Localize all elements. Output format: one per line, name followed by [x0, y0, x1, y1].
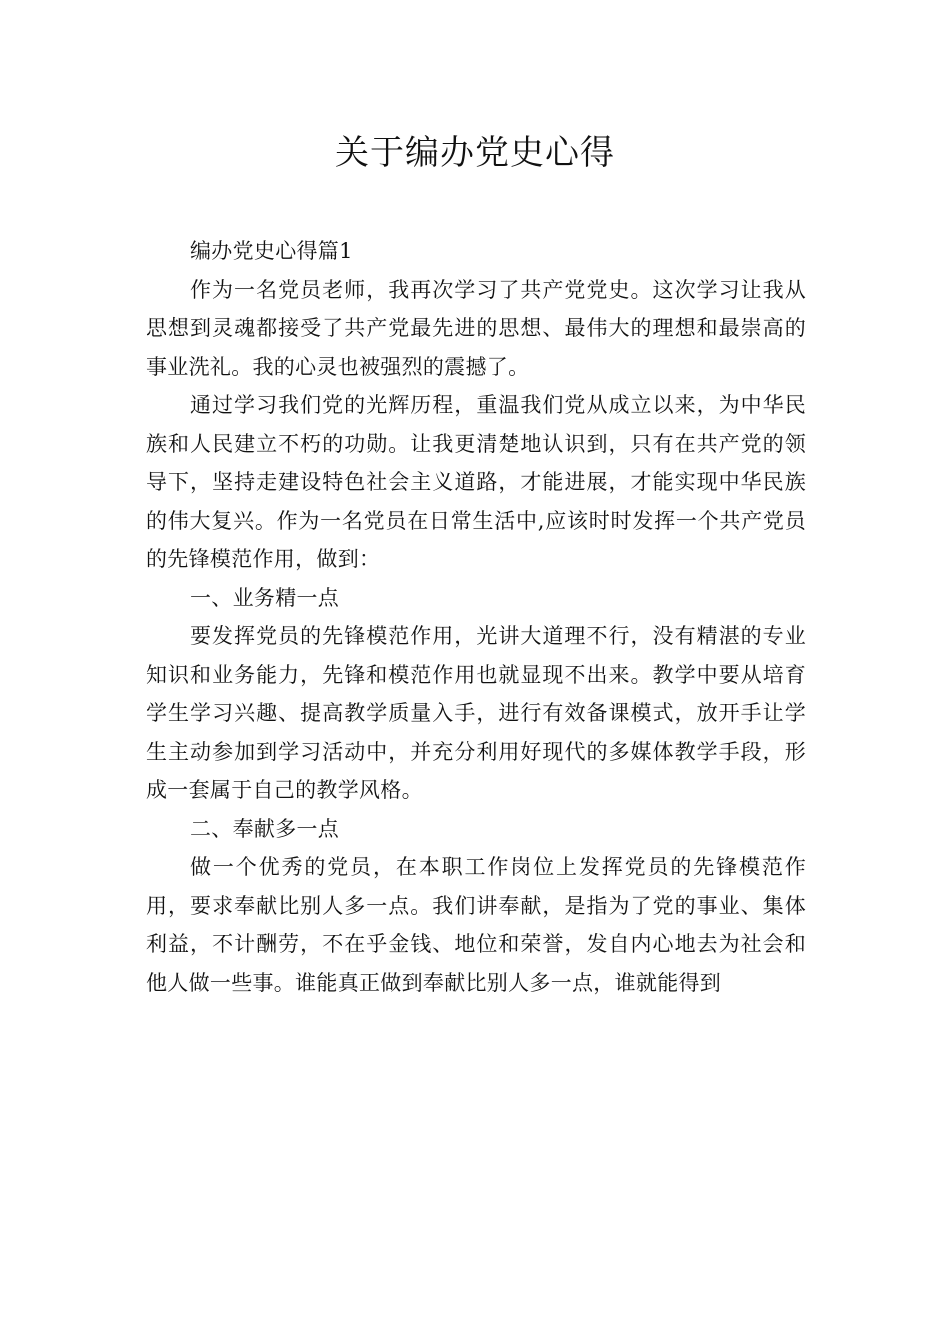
subheading: 一、业务精一点: [190, 585, 340, 610]
paragraph: 做一个优秀的党员，在本职工作岗位上发挥党员的先锋模范作用，要求奉献比别人多一点。我们讲奉献，是指为了党的事业、集体利益，不计酬劳，不在乎金钱、地位和荣誉，发自内心地去为社会和他人做一些事。谁能真正做到奉献比别人多一点，谁就能得到: [146, 855, 806, 995]
document-title: 关于编办党史心得: [335, 133, 615, 173]
paragraph: 要发挥党员的先锋模范作用，光讲大道理不行，没有精湛的专业知识和业务能力，先锋和模范作用也就显现不出来。教学中要从培育学生学习兴趣、提高教学质量入手，进行有效备课模式，放开手让学生主动参加到学习活动中，并充分利用好现代的多媒体教学手段，形成一套属于自己的教学风格。: [146, 624, 806, 802]
paragraph: 通过学习我们党的光辉历程，重温我们党从成立以来，为中华民族和人民建立不朽的功勋。让我更清楚地认识到，只有在共产党的领导下，坚持走建设特色社会主义道路，才能进展，才能实现中华民族的伟大复兴。作为一名党员在日常生活中,应该时时发挥一个共产党员的先锋模范作用，做到：: [146, 393, 806, 571]
section-heading: 编办党史心得篇1: [190, 239, 353, 263]
document-body: [146, 232, 806, 1002]
paragraph: 作为一名党员老师，我再次学习了共产党党史。这次学习让我从思想到灵魂都接受了共产党最先进的思想、最伟大的理想和最崇高的事业洗礼。我的心灵也被强烈的震撼了。: [146, 277, 806, 379]
subheading: 二、奉献多一点: [190, 816, 340, 841]
